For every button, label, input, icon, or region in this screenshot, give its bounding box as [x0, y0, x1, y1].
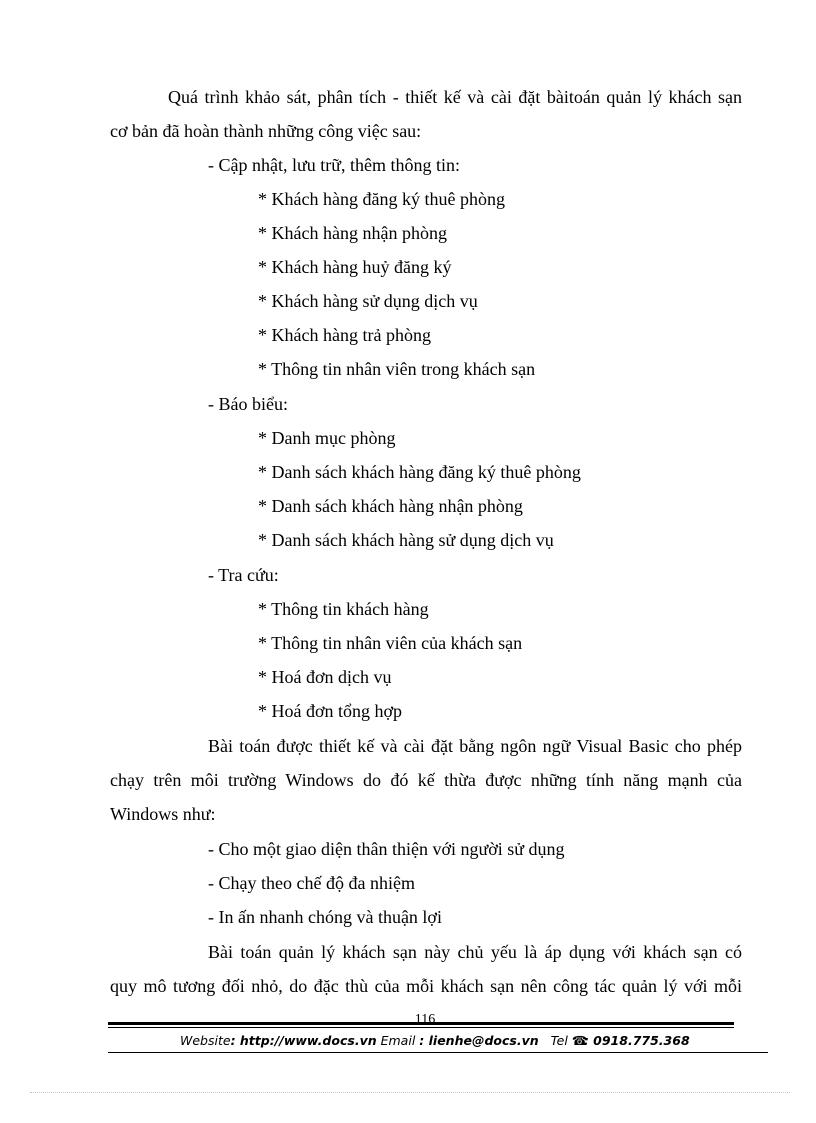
- email-label: Email: [380, 1033, 416, 1048]
- vb-feature: - In ấn nhanh chóng và thuận lợi: [208, 907, 442, 927]
- reports-item: * Danh sách khách hàng đăng ký thuê phòng: [258, 462, 581, 482]
- intro-line-1: Quá trình khảo sát, phân tích - thiết kế và cài đặt bàitoán quản lý khách sạn: [168, 87, 742, 107]
- page-edge-dotted: [30, 1092, 790, 1093]
- website-label: Website: [180, 1033, 231, 1048]
- vb-line-2: chạy trên môi trường Windows do đó kế thừa được những tính năng mạnh của: [110, 770, 742, 790]
- lookup-heading: - Tra cứu:: [208, 565, 279, 585]
- update-heading: - Cập nhật, lưu trữ, thêm thông tin:: [208, 155, 460, 175]
- tel-label: Tel: [550, 1033, 568, 1048]
- email-link[interactable]: : lienhe@docs.vn: [419, 1033, 539, 1048]
- vb-line-1: Bài toán được thiết kế và cài đặt bằng ngôn ngữ Visual Basic cho phép: [208, 736, 742, 756]
- update-item: * Khách hàng huỷ đăng ký: [258, 257, 452, 277]
- reports-item: * Danh sách khách hàng sử dụng dịch vụ: [258, 530, 554, 550]
- vb-line-3: Windows như:: [110, 804, 216, 824]
- reports-heading: - Báo biểu:: [208, 394, 288, 414]
- footer-rule-bottom: [108, 1052, 768, 1053]
- page-number: 116: [414, 1012, 436, 1027]
- footer-contact: [180, 1033, 816, 1049]
- lookup-item: * Hoá đơn dịch vụ: [258, 667, 392, 687]
- phone-icon: ☎: [571, 1033, 588, 1048]
- closing-line-2: quy mô tương đối nhỏ, do đặc thù của mỗi khách sạn nên công tác quản lý với mỗi: [110, 976, 742, 996]
- update-item: * Khách hàng sử dụng dịch vụ: [258, 291, 478, 311]
- closing-line-1: Bài toán quản lý khách sạn này chủ yếu là áp dụng với khách sạn có: [208, 942, 742, 962]
- website-link[interactable]: : http://www.docs.vn: [230, 1033, 377, 1048]
- intro-line-2: cơ bản đã hoàn thành những công việc sau:: [110, 121, 422, 141]
- reports-item: * Danh mục phòng: [258, 428, 396, 448]
- vb-feature: - Chạy theo chế độ đa nhiệm: [208, 873, 415, 893]
- tel-number: : 0918.775.368: [583, 1033, 690, 1048]
- vb-feature: - Cho một giao diện thân thiện với người sử dụng: [208, 839, 565, 859]
- update-item: * Khách hàng đăng ký thuê phòng: [258, 189, 505, 209]
- lookup-item: * Hoá đơn tổng hợp: [258, 701, 403, 721]
- lookup-item: * Thông tin nhân viên của khách sạn: [258, 633, 523, 653]
- update-item: * Khách hàng trả phòng: [258, 325, 431, 345]
- update-item: * Thông tin nhân viên trong khách sạn: [258, 359, 536, 379]
- lookup-item: * Thông tin khách hàng: [258, 599, 429, 619]
- reports-item: * Danh sách khách hàng nhận phòng: [258, 496, 523, 516]
- update-item: * Khách hàng nhận phòng: [258, 223, 447, 243]
